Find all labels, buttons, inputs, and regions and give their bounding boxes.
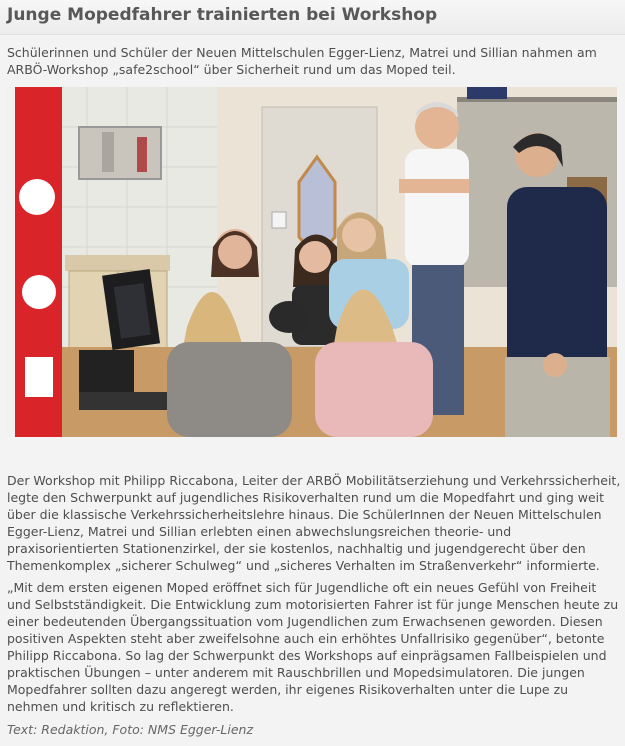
workshop-photo-illustration [7, 87, 617, 437]
photo-credit: Text: Redaktion, Foto: NMS Egger-Lienz [7, 722, 254, 737]
article-paragraph: Der Workshop mit Philipp Riccabona, Leiter der ARBÖ Mobilitätserziehung und Verkehrssicherheit, legte den Schwerpunkt auf jugendliches Risikoverhalten rund um die Mopedfahrt und ging weit über die klassische Verkehrssicherheitslehre hinaus. Die SchülerInnen der Neuen Mittelschulen Egger-Lienz, Matrei und Sillian erlebten einen abwechslungsreichen theorie- und praxisorientierten Stationenzirkel, der sie kostenlos, nachhaltig und jugendgerecht über den Themenkomplex „sicherer Schulweg“ und „sicheres Verhalten im Straßenverkehr“ informierte. [7, 473, 621, 573]
article-photo [7, 87, 617, 437]
article-header [0, 0, 625, 35]
article-title: Junge Mopedfahrer trainierten bei Workshop [7, 5, 438, 25]
article-paragraph: „Mit dem ersten eigenen Moped eröffnet sich für Jugendliche oft ein neues Gefühl von Freiheit und Selbstständigkeit. Die Entwicklung zum motorisierten Fahrer ist für junge Menschen heute zu einer bedeutenden Übergangssituation vom Jugendlichen zum Erwachsenen geworden. Diesen positiven Aspekten steht aber zweifelsohne auch ein erhöhtes Unfallrisiko gegenüber“, betonte Philipp Riccabona. So lag der Schwerpunkt des Workshops auf einprägsamen Fallbeispielen und praktischen Übungen – unter anderem mit Rauschbrillen und Mopedsimulatoren. Die jungen Mopedfahrer sollten dazu angeregt werden, ihr eigenes Risikoverhalten unter die Lupe zu nehmen und kritisch zu reflektieren. [7, 580, 619, 714]
article-intro: Schülerinnen und Schüler der Neuen Mittelschulen Egger-Lienz, Matrei und Sillian nahmen am ARBÖ-Workshop „safe2school“ über Sicherheit rund um das Moped teil. [7, 45, 597, 77]
